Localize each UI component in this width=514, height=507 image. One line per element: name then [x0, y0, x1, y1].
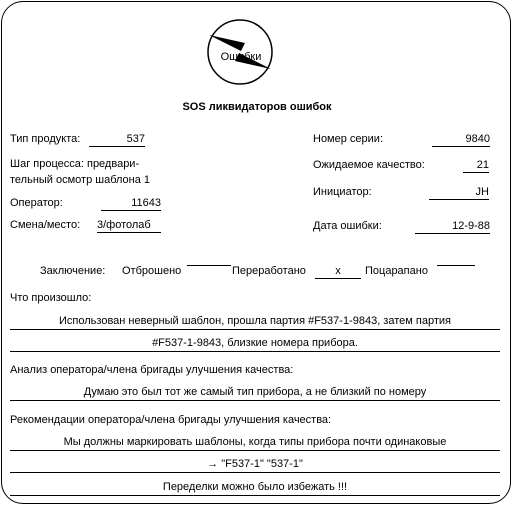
- initiator-value: JH: [429, 186, 489, 200]
- conclusion-label: Заключение:: [40, 265, 106, 277]
- quality-label: Ожидаемое качество:: [313, 159, 425, 171]
- recommendations-line-1: Мы должны маркировать шаблоны, когда типы прибора почти одинаковые: [10, 436, 500, 451]
- recommendations-line-2: → "F537-1" "537-1": [10, 458, 500, 473]
- reworked-value: x: [315, 265, 361, 279]
- analysis-label: Анализ оператора/члена бригады улучшения качества:: [10, 364, 294, 376]
- quality-value: 21: [463, 159, 489, 173]
- what-happened-line-1: Использован неверный шаблон, прошла партия #F537-1-9843, затем партия: [10, 315, 500, 330]
- date-label: Дата ошибки:: [313, 220, 382, 232]
- what-happened-line-2: #F537-1-9843, близкие номера прибора.: [10, 337, 500, 352]
- logo-text: Ошибки: [220, 51, 262, 63]
- rejected-value: [187, 265, 231, 266]
- serial-label: Номер серии:: [313, 133, 383, 145]
- date-value: 12-9-88: [415, 220, 490, 234]
- step-label-1: Шаг процесса: предвари-: [10, 158, 140, 170]
- shift-value: 3/фотолаб: [97, 219, 161, 233]
- page-title: SOS ликвидаторов ошибок: [182, 101, 332, 113]
- reworked-label: Переработано: [232, 265, 306, 277]
- rejected-label: Отброшено: [122, 265, 182, 277]
- product-label: Тип продукта:: [10, 133, 81, 145]
- operator-label: Оператор:: [10, 197, 63, 209]
- shift-label: Смена/место:: [10, 219, 81, 231]
- scratched-label: Поцарапано: [365, 265, 428, 277]
- initiator-label: Инициатор:: [313, 186, 372, 198]
- what-happened-label: Что произошло:: [10, 292, 92, 304]
- errors-logo: [205, 17, 275, 87]
- recommendations-label: Рекомендации оператора/члена бригады улучшения качества:: [10, 414, 332, 426]
- operator-value: 11643: [101, 197, 161, 211]
- scratched-value: [437, 265, 475, 266]
- product-value: 537: [89, 133, 145, 147]
- analysis-line-1: Думаю это был тот же самый тип прибора, а не близкий по номеру: [10, 386, 500, 401]
- serial-value: 9840: [432, 133, 490, 147]
- step-label-2: тельный осмотр шаблона 1: [10, 174, 151, 186]
- recommendations-line-3: Переделки можно было избежать !!!: [10, 481, 500, 496]
